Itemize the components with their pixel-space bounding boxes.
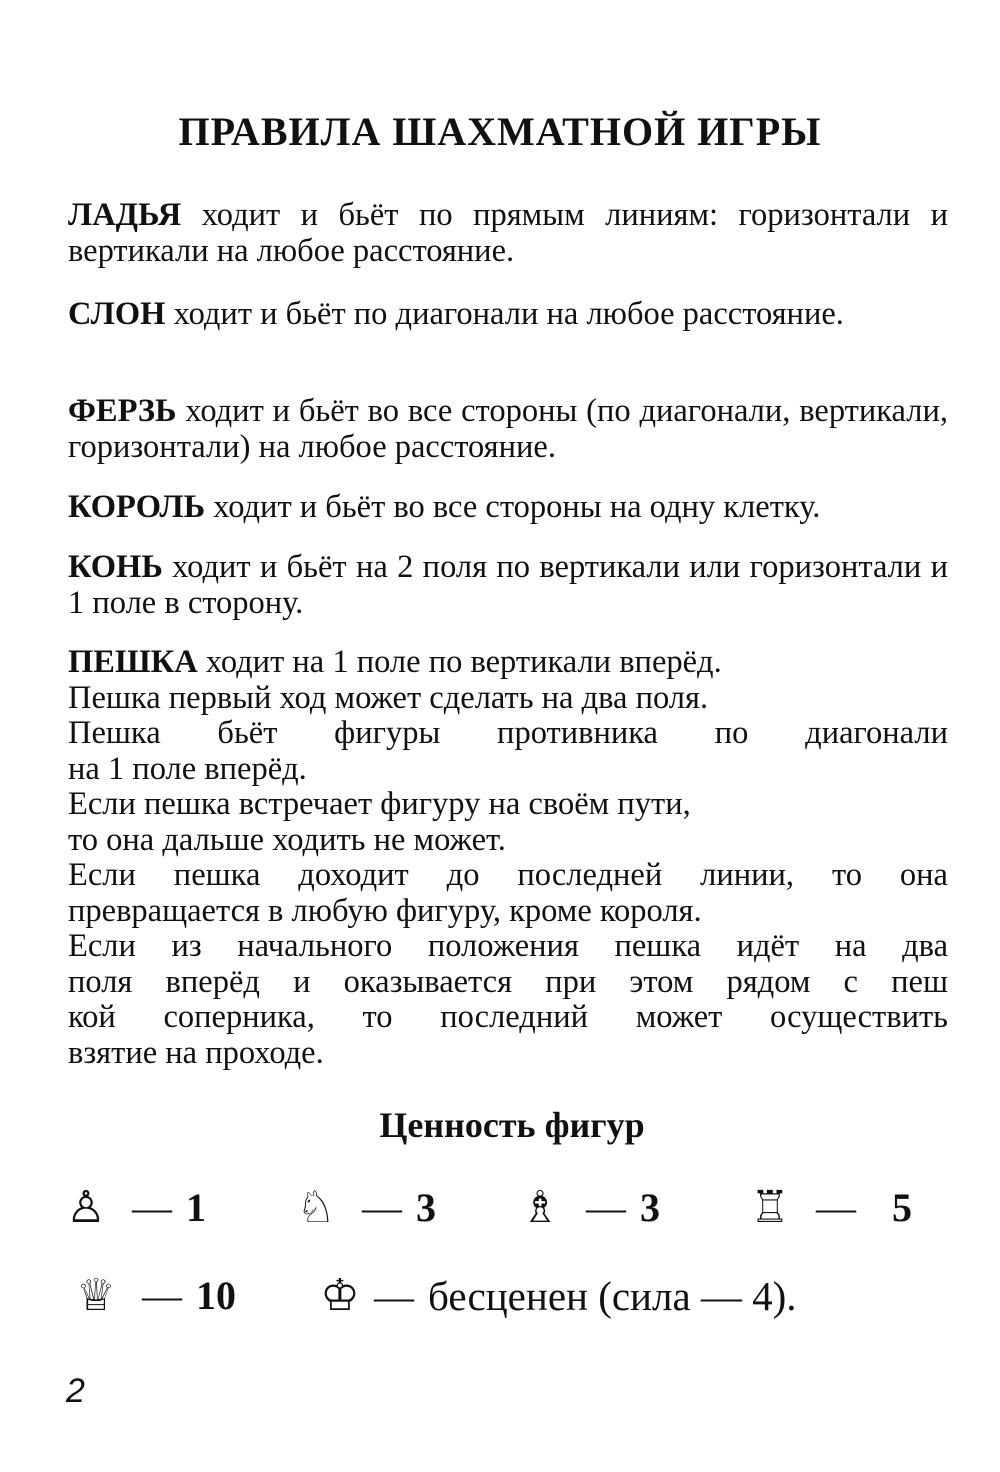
value-bishop-number: 3	[640, 1185, 660, 1230]
rule-knight	[68, 550, 948, 621]
value-pawn-number: 1	[186, 1185, 206, 1230]
values-title: Ценность фигур	[379, 1105, 645, 1145]
value-dash: —	[374, 1273, 414, 1319]
rule-king-name: КОРОЛЬ	[68, 489, 206, 525]
rule-bishop-text: ходит и бьёт по диагонали на любое расстояние.	[165, 296, 844, 332]
value-rook-number: 5	[892, 1185, 912, 1230]
rule-pawn-line: Пешка первый ход может сделать на два поля.	[68, 679, 709, 716]
king-icon: ♔	[320, 1270, 360, 1321]
value-dash: —	[362, 1185, 402, 1230]
rook-icon: ♖	[750, 1181, 790, 1233]
rule-pawn-line: кой соперника, то последний может осуществить	[68, 999, 948, 1035]
rule-rook-text: ходит и бьёт по прямым линиям: горизонтали и вертикали на любое расстояние.	[68, 197, 948, 269]
rule-king	[68, 490, 948, 526]
value-dash: —	[816, 1185, 856, 1230]
rule-pawn-line: Пешка бьёт фигуры противника по диагонали	[68, 715, 948, 751]
rule-pawn-name: ПЕШКА	[68, 644, 198, 680]
rule-pawn-line: взятие на проходе.	[68, 1034, 324, 1071]
bishop-icon: ♗	[520, 1181, 560, 1233]
rule-queen-name: ФЕРЗЬ	[68, 393, 177, 429]
rule-pawn-line: Если из начального положения пешка идёт на два	[68, 928, 948, 964]
value-queen-number: 10	[196, 1273, 236, 1318]
value-dash: —	[142, 1273, 182, 1318]
rule-pawn-line: Если пешка встречает фигуру на своём пути,	[68, 786, 691, 822]
value-dash: —	[586, 1185, 626, 1230]
value-knight	[288, 1181, 436, 1233]
value-pawn	[58, 1181, 206, 1233]
knight-icon: ♘	[296, 1181, 336, 1233]
page-number: 2	[66, 1372, 85, 1410]
rule-pawn-line: то она дальше ходить не может.	[68, 821, 506, 858]
pawn-icon: ♙	[66, 1181, 106, 1233]
rule-bishop	[68, 297, 948, 333]
rule-pawn-line: Если пешка доходит до последней линии, то она	[68, 857, 948, 893]
rule-king-text: ходит и бьёт во все стороны на одну клетку.	[205, 489, 821, 525]
value-queen	[68, 1269, 236, 1321]
rule-pawn-line: поля вперёд и оказывается при этом рядом с пеш	[68, 963, 948, 1000]
queen-icon: ♕	[76, 1269, 116, 1321]
value-king-text: бесценен (сила — 4).	[428, 1273, 797, 1319]
rule-queen-text: ходит и бьёт во все стороны (по диагонали, вертикали, горизонтали) на любое расстояние.	[68, 393, 948, 465]
rule-rook-name: ЛАДЬЯ	[68, 197, 182, 233]
rule-bishop-name: СЛОН	[68, 296, 166, 332]
rule-rook	[68, 198, 948, 269]
page-title: ПРАВИЛА ШАХМАТНОЙ ИГРЫ	[178, 109, 822, 154]
value-king	[312, 1272, 797, 1320]
value-rook	[742, 1181, 912, 1233]
rule-pawn-line: превращается в любую фигуру, кроме короля.	[68, 892, 702, 929]
rule-pawn-line: ПЕШКА ходит на 1 поле по вертикали вперёд.	[68, 644, 722, 680]
value-knight-number: 3	[416, 1185, 436, 1230]
rule-pawn-line: на 1 поле вперёд.	[68, 750, 307, 787]
rule-knight-text: ходит и бьёт на 2 поля по вертикали или горизонтали и 1 поле в сторону.	[68, 549, 948, 621]
rule-queen	[68, 394, 948, 465]
value-dash: —	[132, 1185, 172, 1230]
rule-pawn	[68, 645, 948, 1071]
value-bishop	[512, 1181, 660, 1233]
rule-knight-name: КОНЬ	[68, 549, 163, 585]
